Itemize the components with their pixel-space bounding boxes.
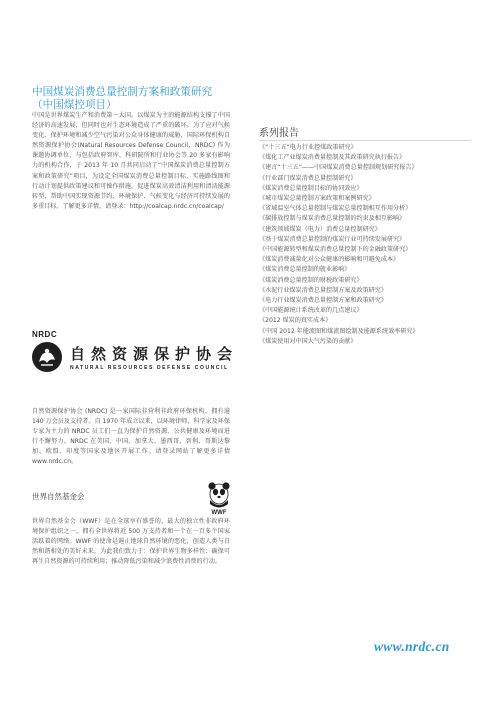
website-link[interactable]: www.nrdc.cn [374,639,450,654]
series-item: 《省域温室气体总量控制与煤炭总量控制相互作用分析》 [259,205,412,213]
nrdc-logo [32,330,239,392]
series-item: 《煤炭消费总量控制的财税政策研究》 [259,276,363,284]
series-item: 《电力行业煤炭消费总量控制方案和政策研究》 [259,297,387,305]
page-title [32,86,242,112]
series-item: 《“十三五”电力行业控煤政策研究》 [259,144,357,151]
series-item: 《中国 2012 年能流图和煤流图绘制及能源系统效率研究》 [259,327,419,335]
series-item: 《中国能源统计系统改革的几点建议》 [259,307,363,315]
series-item: 《煤炭使用对中国大气污染的贡献》 [259,337,357,345]
series-list [259,143,471,347]
wwf-logo-text: WWF [211,510,227,516]
series-item: 《煤炭消费总量控制目标的协同效应》 [259,184,363,192]
nrdc-abbr: NRDC [32,330,58,339]
wwf-panda-logo [204,480,234,516]
title-line-1: 中国煤炭消费总量控制方案和政策研究 [32,86,213,98]
series-item: 《中国能源转型和煤炭消费总量控制下的金融政策研究》 [259,246,412,254]
nrdc-name-cn: 自然资源保护协会 [70,345,239,363]
nrdc-seal-icon [32,342,62,372]
title-line-2: （中国煤控项目） [32,99,117,111]
intro-paragraph: 中国是世界煤炭生产和消费第一大国。以煤炭为主的能源结构支撑了中国经济的高速发展，但同时也对生态环境造成了严重的破坏。为了应对气候变化、保护环境和减少空气污染对公众身体健康的威胁，国际环保机构自然资源保护协会(Natural Resources Defense Council，NRDC) 作为课题协调单位，与包括政府智库、科研院所和行业协会等 20 多家有影响力的机构合作，于 2013 年 10 月共同启动了“中国煤炭消费总量控制方案和政策研究”项目，为设定全国煤炭消费总量控制目标、实施路线图和行动计划提供政策建议和可操作措施，促进煤炭高效清洁利用和清洁能源转型，帮助中国实现资源节约、环境保护、气候变化与经济可持续发展的多重目标。了解更多详情，请登录：http://coalcap.nrdc.cn/coalcap/ [32,112,230,210]
series-divider [259,140,471,141]
series-item: 《煤炭消费减量化对公众健康的影响和可避免成本》 [259,256,400,264]
series-item: 《煤化工产业煤炭消费量控制及其政策研究执行报告》 [259,154,406,162]
nrdc-description: 自然资源保护协会 (NRDC) 是一家国际非营利非政府环保机构，拥有逾 140 万会员及支持者。自 1970 年成立以来，以环境律师、科学家及环保专家为主力的 NRDC 员工们一直为保护自然资源、公共健康及环境而进行不懈努力。NRDC 在美国、中国、加拿大、墨西哥、智利、哥斯达黎加、欧盟、印度等国家及地区开展工作。请登录网站了解更多详情 www.nrdc.cn。 [32,408,230,466]
series-item: 《建筑领域煤炭（电力）消费总量控制研究》 [259,225,381,233]
wwf-title: 世界自然基金会 [32,492,85,501]
series-item: 《城市煤炭总量控制方案政策和案例研究》 [259,195,375,203]
series-item: 《2012 煤炭的真实成本》 [259,317,332,325]
series-item: 《煤炭消费总量控制的就业影响》 [259,266,351,274]
series-item: 《碳排放控制与煤炭消费总量控制的约束及相互影响》 [259,215,406,223]
series-item: 《基于煤炭消费总量控制的煤炭行业可持续发展研究》 [259,235,406,243]
series-item: 《水泥行业煤炭消费总量控制方案及政策研究》 [259,286,387,294]
series-item: 《建言“十三五”——中国煤炭消费总量控制规划研究报告》 [259,164,418,172]
series-title: 系列报告 [259,128,299,139]
wwf-description: 世界自然基金会（WWF）是在全球享有盛誉的、最大的独立性非政府环境保护组织之一，拥有全世界将近 500 万支持者和一个在一百多个国家活跃着的网络。WWF 的使命是遏止地球自然环境的恶化，创造人类与自然和谐相处的美好未来。为此我们致力于：保护世界生物多样性；确保可再生自然资源的可持续利用；推动降低污染和减少浪费性消费的行动。 [32,518,230,566]
nrdc-name-en: NATURAL RESOURCES DEFENSE COUNCIL [70,365,229,371]
series-item: 《行业部门煤炭消费总量控制研究》 [259,174,357,182]
